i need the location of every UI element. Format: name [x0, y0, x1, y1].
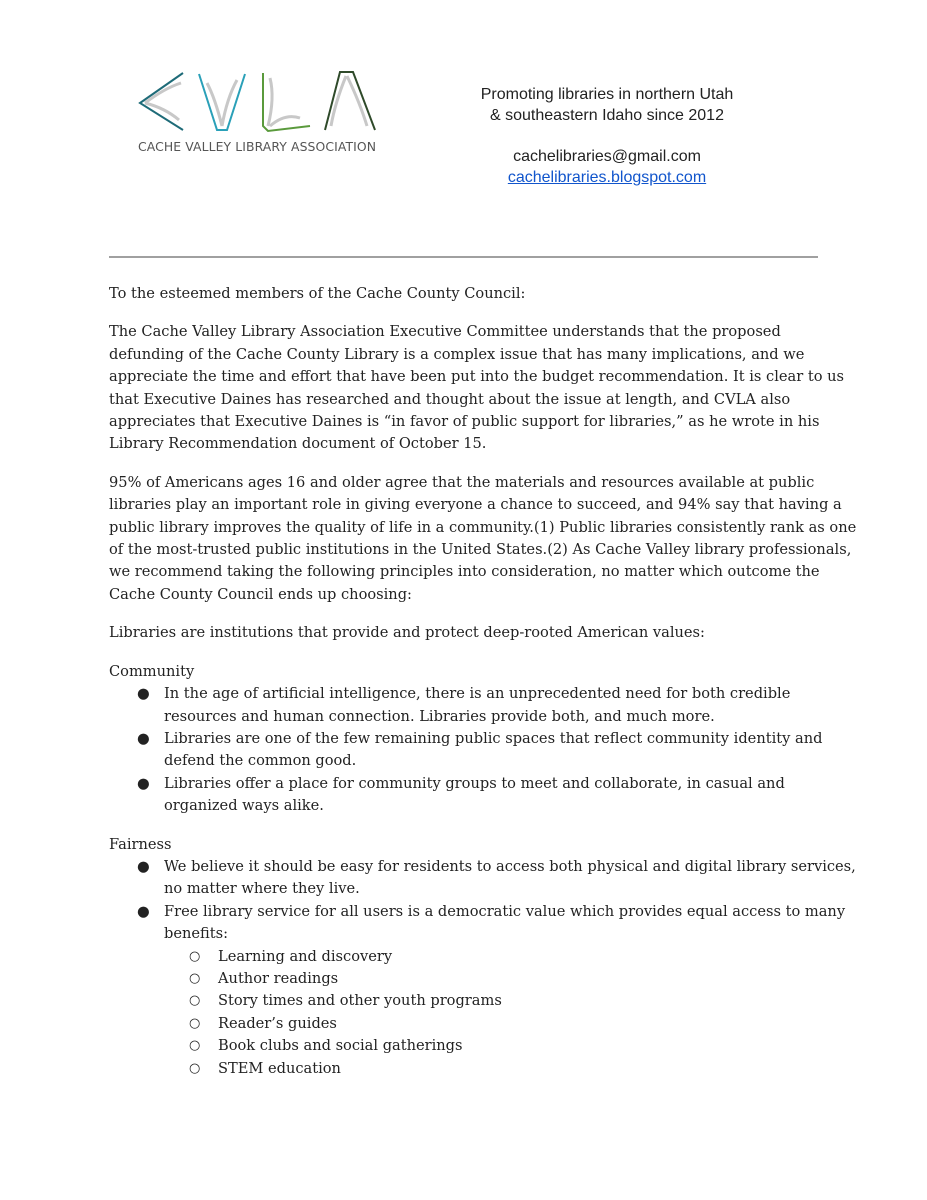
circle-bullet-icon: ○	[189, 993, 201, 1009]
fairness-section	[109, 834, 856, 1080]
contact	[440, 146, 774, 188]
paragraph-1	[109, 321, 845, 455]
sub-list-item	[109, 990, 829, 1012]
text-line: 95% of Americans ages 16 and older agree that the materials and resources available at public	[109, 473, 815, 491]
sub-list-item	[109, 1058, 829, 1080]
text-line: Reader’s guides	[218, 1014, 337, 1032]
text-line: We believe it should be easy for residents to access both physical and digital library services,	[164, 857, 856, 875]
text-line: Library Recommendation document of October 15.	[109, 435, 487, 453]
text-line: To the esteemed members of the Cache County Council:	[109, 285, 526, 302]
text-line: resources and human connection. Libraries provide both, and much more.	[164, 707, 715, 725]
salutation	[109, 283, 829, 305]
text-line: organized ways alike.	[164, 797, 324, 815]
email: cachelibraries@gmail.com	[513, 148, 701, 165]
section-heading: Fairness	[109, 835, 172, 853]
bullet-icon: ●	[137, 774, 150, 792]
text-line: Libraries offer a place for community groups to meet and collaborate, in casual and	[164, 774, 785, 792]
circle-bullet-icon: ○	[189, 1038, 201, 1054]
list-item	[109, 728, 829, 773]
bullet-icon: ●	[137, 902, 150, 920]
divider	[109, 256, 818, 258]
text-line: Cache County Council ends up choosing:	[109, 585, 412, 603]
tagline-line: & southeastern Idaho since 2012	[490, 107, 724, 124]
community-section	[109, 661, 829, 818]
sub-list-item	[109, 968, 829, 990]
letter-body	[109, 283, 857, 1096]
text-line: Free library service for all users is a democratic value which provides equal access to many	[164, 902, 846, 920]
website-link[interactable]: cachelibraries.blogspot.com	[507, 169, 707, 186]
bullet-icon: ●	[137, 857, 150, 875]
text-line: In the age of artificial intelligence, there is an unprecedented need for both credible	[164, 685, 791, 703]
bullet-icon: ●	[137, 729, 150, 747]
text-line: public library improves the quality of life in a community.(1) Public libraries consistently rank as one	[109, 518, 857, 536]
bullet-icon: ●	[137, 685, 150, 703]
text-line: The Cache Valley Library Association Executive Committee understands that the proposed	[109, 323, 781, 341]
text-line: Book clubs and social gatherings	[218, 1037, 463, 1055]
circle-bullet-icon: ○	[189, 970, 201, 986]
paragraph-3	[109, 622, 829, 644]
text-line: Story times and other youth programs	[218, 992, 502, 1010]
section-heading: Community	[109, 662, 195, 680]
text-line: of the most-trusted public institutions in the United States.(2) As Cache Valley library professionals,	[109, 541, 852, 559]
logo-caption: CACHE VALLEY LIBRARY ASSOCIATION	[138, 139, 377, 154]
text-line: Libraries are institutions that provide and protect deep-rooted American values:	[109, 624, 705, 642]
list-item	[109, 773, 829, 818]
sub-list-item	[109, 946, 829, 968]
text-line: Learning and discovery	[218, 947, 393, 965]
text-line: defunding of the Cache County Library is a complex issue that has many implications, and we	[109, 345, 805, 363]
text-line: appreciates that Executive Daines is “in favor of public support for libraries,” as he wrote in his	[109, 413, 820, 431]
sub-list-item	[109, 1013, 829, 1035]
circle-bullet-icon: ○	[189, 948, 201, 964]
text-line: we recommend taking the following principles into consideration, no matter which outcome the	[109, 563, 820, 581]
tagline-line: Promoting libraries in northern Utah	[480, 86, 734, 103]
list-item	[109, 856, 856, 901]
tagline	[440, 84, 774, 126]
sub-list-item	[109, 1035, 829, 1057]
list-item	[109, 901, 846, 946]
list-item	[109, 683, 829, 728]
text-line: that Executive Daines has researched and thought about the issue at length, and CVLA also	[109, 390, 791, 408]
circle-bullet-icon: ○	[189, 1060, 201, 1076]
text-line: defend the common good.	[164, 752, 357, 770]
text-line: appreciate the time and effort that have been put into the budget recommendation. It is clear to us	[109, 368, 845, 386]
circle-bullet-icon: ○	[189, 1015, 201, 1031]
text-line: STEM education	[218, 1059, 341, 1077]
text-line: Author readings	[218, 969, 339, 987]
text-line: benefits:	[164, 925, 229, 943]
text-line: no matter where they live.	[164, 880, 360, 898]
text-line: libraries play an important role in giving everyone a chance to succeed, and 94% say that having a	[109, 496, 842, 514]
paragraph-2	[109, 472, 857, 606]
text-line: Libraries are one of the few remaining public spaces that reflect community identity and	[164, 729, 823, 747]
